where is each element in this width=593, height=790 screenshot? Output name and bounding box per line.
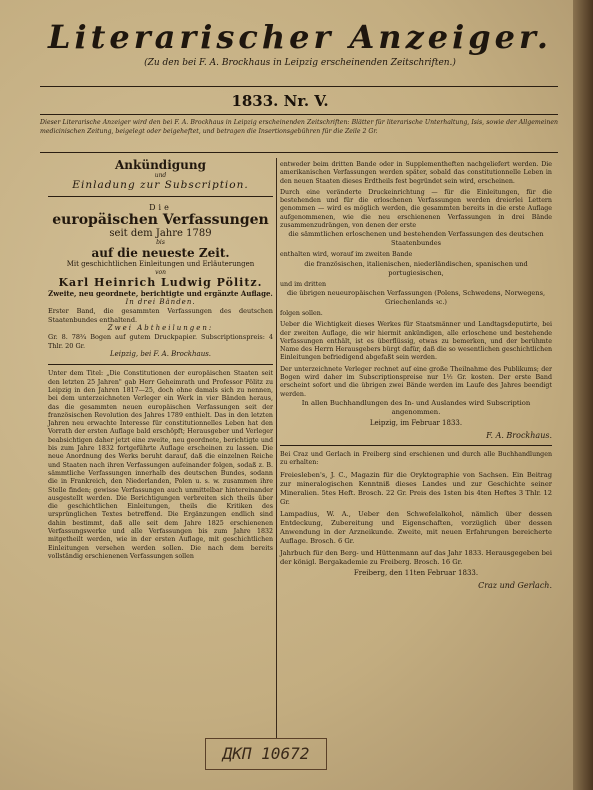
paragraph: die übrigen neueuropäischen Verfassungen (Polens, Schwedens, Norwegens, Griechenlands ꝛc.)	[286, 288, 546, 306]
intro-line: Mit geschichtlichen Einleitungen und Erläuterungen	[66, 260, 255, 268]
parts-line: Zwei Abtheilungen:	[107, 324, 214, 333]
to-line: auf die neueste Zeit.	[91, 246, 230, 260]
since-line: seit dem Jahre 1789	[109, 228, 212, 239]
paragraph: Durch eine veränderte Druckeinrichtung — für die Einleitungen, für die bestehenden und für die erloschenen Verfassungen werden dreierlei Lettern genommen — wird es möglich werden, die gesammten bereits in die erste Auflage aufgenommenen, wie die neu erschienenen Verfassungen in drei Bände zusammenzudrängen, von denen der erste	[280, 188, 552, 230]
paragraph: und im dritten	[280, 280, 327, 288]
edition-line: Zweite, neu geordnete, berichtigte und ergänzte Auflage.	[48, 289, 273, 298]
book-spine	[573, 0, 593, 790]
divider	[48, 364, 273, 365]
book-title: europäischen Verfassungen	[52, 212, 269, 228]
rule-top	[40, 86, 558, 87]
rule-under-notice	[40, 152, 558, 153]
first-volume-line: Erster Band, die gesammten Verfassungen des deutschen Staatenbundes enthaltend.	[48, 307, 273, 324]
von-label: von	[155, 269, 166, 276]
ad-intro: Bei Craz und Gerlach in Freiberg sind erschienen und durch alle Buchhandlungen zu erhalten:	[280, 450, 552, 467]
und-label: und	[154, 172, 167, 179]
ad-date: Freiberg, den 11ten Februar 1833.	[353, 568, 479, 577]
publisher-line: Leipzig, bei F. A. Brockhaus.	[109, 350, 212, 359]
paragraph: Ueber die Wichtigkeit dieses Werkes für Staatsmänner und Landtagsdeputirte, bei der zweiten Auflage, die wir hiermit ankündigen, alle erloschene und bestehende Verfassungen enthält, ist es überflüssig, etwas zu bemerken, und der berühmte Name des Herrn Herausgebers bürgt dafür, daß die so wesentlichen geschichtlichen Einleitungen befriedigend abgefaßt sein werden.	[280, 321, 552, 362]
page-subtitle: (Zu den bei F. A. Brockhaus in Leipzig erscheinenden Zeitschriften.)	[144, 58, 456, 68]
paragraph: entweder beim dritten Bande oder in Supplementheften nachgeliefert werden. Die amerikanischen Verfassungen werden später, sobald das constitutionnelle Leben in den neuen Staaten dieses Erdtheils fest begründet sein wird, erscheinen.	[280, 161, 552, 185]
volumes-line: In drei Bänden.	[125, 298, 196, 306]
paragraph: enthalten wird, worauf im zweiten Bande	[280, 251, 413, 259]
masthead	[40, 18, 560, 68]
author-name: Karl Heinrich Ludwig Pölitz.	[58, 276, 263, 289]
announcement-heading: Ankündigung	[115, 158, 206, 172]
price-line: Gr. 8. 78¾ Bogen auf gutem Druckpapier. Subscriptionspreis: 4 Thlr. 20 Gr.	[48, 333, 273, 350]
page-title: Literarischer Anzeiger.	[47, 18, 553, 56]
ad-item: Freiesleben's, J. C., Magazin für die Oryktographie von Sachsen. Ein Beitrag zur mineralogischen Kenntniß dieses Landes und zur Geschichte seiner Mineralien. 5tes Heft. Brosch. 22 Gr. Preis des 1sten bis 4ten Heftes 3 Thlr. 12 Gr.	[280, 470, 552, 506]
paragraph: die französischen, italienischen, niederländischen, spanischen und portugiesischen,	[304, 259, 528, 277]
rule-mid	[40, 114, 558, 115]
signature: Craz und Gerlach.	[478, 580, 552, 590]
announcement-body: Unter dem Titel: „Die Constitutionen der europäischen Staaten seit den letzten 25 Jahren" gab Herr Geheimrath und Professor Pölitz zu Leipzig in den Jahren 1817—25, doch ohne damals sich zu nennen, bei dem unterzeichneten Verleger ein Werk in vier Bänden heraus, das die gesammten neuen europäischen Verfassungen seit der französischen Revolution des Jahres 1789 enthielt. Das in den letzten Jahren neu erwachte Interesse für constitutionnelles Leben hat den Vorrath der ersten Auflage bald erschöpft; Herausgeber und Verleger beabsichtigen daher jetzt eine zweite, neu geordnete, berichtigte und bis zum Jahre 1832 fortgeführte Auflage erscheinen zu lassen. Die neue Anordnung des Werks beruht darauf, daß die einzelnen Reiche und Staaten nach ihren Verfassungen aufeinander folgen, sodaß z. B. sämmtliche Verfassungen innerhalb des deutschen Bundes, sodann die in Frankreich, den Niederlanden, Polen u. s. w. zusammen ihre Stelle finden; gewisse Verfassungen auch unmittelbar hintereinander ausgestellt werden. Die Berichtigungen verbreiten sich theils über die geschichtlichen Einleitungen, theils die Kritiken des ursprünglichen Textes betreffend. Die Ergänzungen endlich sind dahin bestimmt, daß alle seit dem Jahre 1825 erschienenen Verfassungswerke und alle Verfassungen bis zum Jahre 1832 mitgetheilt werden, wie in der ersten Auflage, mit geschichtlichen Einleitungen versehen werden sollen. Die nach dem bereits vollständig erschienenen Verfassungen sollen	[48, 370, 273, 560]
paragraph: folgen sollen.	[280, 309, 323, 317]
divider	[280, 445, 552, 446]
subscription-heading: Einladung zur Subscription.	[72, 179, 249, 191]
left-column	[48, 158, 273, 561]
right-column	[280, 158, 552, 590]
paragraph: In allen Buchhandlungen des In- und Auslandes wird Subscription angenommen.	[301, 398, 531, 416]
column-divider	[276, 158, 277, 738]
bis-label: bis	[156, 239, 165, 246]
divider	[48, 196, 273, 197]
paragraph: Der unterzeichnete Verleger rechnet auf eine große Theilnahme des Publikums; der Bogen wird daher im Subscriptionspreise nur 1½ Gr. kosten. Der erste Band erscheint sofort und die übrigen zwei Bände werden im Laufe des Jahres beendigt werden.	[280, 365, 552, 398]
insertion-notice: Dieser Literarische Anzeiger wird den bei F. A. Brockhaus in Leipzig erscheinenden Zeitschriften: Blätter für literarische Unterhaltung, Isis, sowie der Allgemeinen medicinischen Zeitung, beigelegt oder beigeheftet, und betragen die Insertionsgebühren für die Zeile 2 Gr.	[40, 119, 558, 135]
issue-number: 1833. Nr. V.	[231, 92, 329, 110]
archive-stamp: ДКП 10672	[205, 738, 327, 770]
ad-item: Jahrbuch für den Berg- und Hüttenmann auf das Jahr 1833. Herausgegeben bei der königl. Bergakademie zu Freiberg. Brosch. 16 Gr.	[280, 548, 552, 566]
ad-item: Lampadius, W. A., Ueber den Schwefelalkohol, nämlich über dessen Entdeckung, Zubereitung und Eigenschaften, vorzüglich über dessen Anwendung in der Arzneikunde. Zweite, mit neuen Erfahrungen bereicherte Auflage. Brosch. 6 Gr.	[280, 509, 552, 545]
die-label: Die	[149, 203, 172, 212]
date-line: Leipzig, im Februar 1833.	[369, 418, 463, 427]
signature: F. A. Brockhaus.	[486, 430, 552, 440]
paragraph: die sämmtlichen erloschenen und bestehenden Verfassungen des deutschen Staatenbundes	[288, 230, 544, 248]
